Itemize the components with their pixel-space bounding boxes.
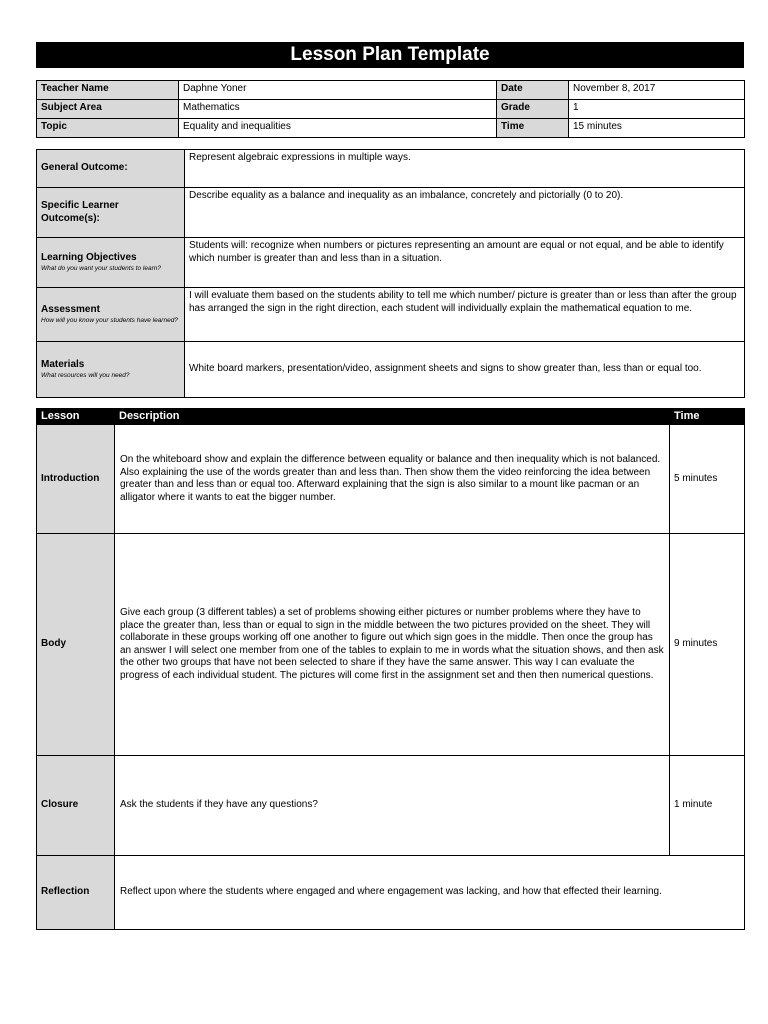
outcome-label xyxy=(37,238,185,288)
lesson-row xyxy=(37,856,745,930)
outcome-value: I will evaluate them based on the students ability to tell me which number/ picture is greater than or less than after the group has arranged the sign in the right direction, each student will individually explain the mathematical equation to me. xyxy=(185,288,745,342)
outcome-label-text: General Outcome: xyxy=(41,162,128,174)
outcome-row xyxy=(37,288,745,342)
topic-value: Equality and inequalities xyxy=(179,119,497,138)
outcome-row xyxy=(37,342,745,398)
outcome-label-text: Learning Objectives xyxy=(41,252,137,264)
lesson-description: Reflect upon where the students where engaged and where engagement was lacking, and how that effected their learning. xyxy=(115,856,745,930)
lesson-label: Reflection xyxy=(37,856,115,930)
info-table xyxy=(36,80,745,138)
page-title: Lesson Plan Template xyxy=(36,42,744,68)
time-label: Time xyxy=(497,119,569,138)
outcome-label-hint: How will you know your students have learned? xyxy=(41,316,178,324)
info-row xyxy=(37,81,745,100)
outcome-label-text: Materials xyxy=(41,359,85,371)
outcome-value: Represent algebraic expressions in multiple ways. xyxy=(185,150,745,188)
lesson-row xyxy=(37,425,745,534)
outcome-row xyxy=(37,238,745,288)
outcome-label-text: Assessment xyxy=(41,304,100,316)
outcome-label-hint: What resources will you need? xyxy=(41,371,130,379)
grade-value: 1 xyxy=(569,100,745,119)
lesson-label: Closure xyxy=(37,756,115,856)
subject-label: Subject Area xyxy=(37,100,179,119)
lesson-time: 5 minutes xyxy=(670,425,745,534)
teacher-value: Daphne Yoner xyxy=(179,81,497,100)
topic-label: Topic xyxy=(37,119,179,138)
time-header: Time xyxy=(670,409,745,425)
outcome-value: Describe equality as a balance and inequality as an imbalance, concretely and pictorially (0 to 20). xyxy=(185,188,745,238)
lesson-header: Lesson xyxy=(37,409,115,425)
outcome-label-hint: What do you want your students to learn? xyxy=(41,264,161,272)
time-value: 15 minutes xyxy=(569,119,745,138)
lesson-time: 1 minute xyxy=(670,756,745,856)
outcome-label xyxy=(37,288,185,342)
lesson-label: Body xyxy=(37,534,115,756)
info-row xyxy=(37,119,745,138)
outcome-value: White board markers, presentation/video, assignment sheets and signs to show greater than, less than or equal too. xyxy=(185,342,745,398)
lesson-header-row xyxy=(37,409,745,425)
info-row xyxy=(37,100,745,119)
outcome-row xyxy=(37,150,745,188)
lesson-description: On the whiteboard show and explain the difference between equality or balance and then inequality which is not balanced. Also explaining the use of the words greater than and less than. Then show them the video reinforcing the idea between greater than and less than or equal too. Afterward explaining that the sign is also similar to a mount like pacman or an alligator where it wants to eat the bigger number. xyxy=(115,425,670,534)
lesson-description: Give each group (3 different tables) a set of problems showing either pictures or number problems where they have to place the greater than, less than or equal to sign in the middle between the two pictures provided on the sheet. They will collaborate in these groups working off one another to figure out which sign goes in the middle. Then once the group has an answer I will select one member from one of the tables to explain to me in words what the situation shows, and then ask the other two groups that have not been selected to share if they have the same answer. This way I can evaluate the progress of each individual student. The pictures will come first in the assignment set and then then numerical questions. xyxy=(115,534,670,756)
outcome-label xyxy=(37,342,185,398)
grade-label: Grade xyxy=(497,100,569,119)
lesson-label: Introduction xyxy=(37,425,115,534)
lesson-time: 9 minutes xyxy=(670,534,745,756)
lesson-row xyxy=(37,756,745,856)
outcome-label-text: Specific Learner Outcome(s): xyxy=(41,200,119,224)
description-header: Description xyxy=(115,409,670,425)
outcomes-table xyxy=(36,149,745,398)
lesson-description: Ask the students if they have any questions? xyxy=(115,756,670,856)
lesson-row xyxy=(37,534,745,756)
outcome-value: Students will: recognize when numbers or pictures representing an amount are equal or not equal, and be able to identify which number is greater than and less than in a situation. xyxy=(185,238,745,288)
date-value: November 8, 2017 xyxy=(569,81,745,100)
date-label: Date xyxy=(497,81,569,100)
lesson-table xyxy=(36,408,745,930)
teacher-label: Teacher Name xyxy=(37,81,179,100)
outcome-label xyxy=(37,188,185,238)
subject-value: Mathematics xyxy=(179,100,497,119)
outcome-label xyxy=(37,150,185,188)
outcome-row xyxy=(37,188,745,238)
